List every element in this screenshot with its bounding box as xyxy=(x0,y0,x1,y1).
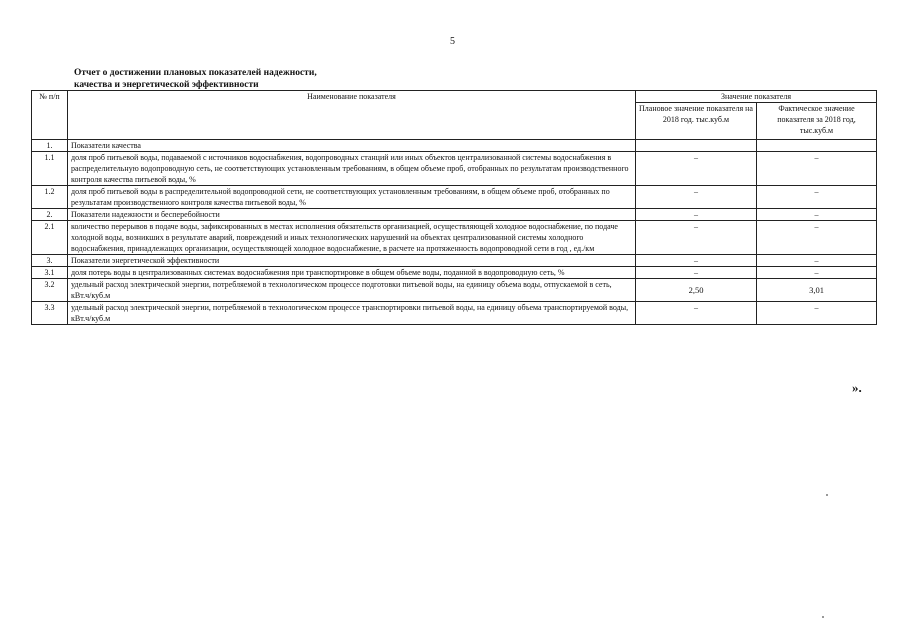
table-row xyxy=(32,186,877,209)
header-value-group: Значение показателя xyxy=(636,91,877,103)
row-num: 2. xyxy=(32,209,68,221)
row-name: доля проб питьевой воды, подаваемой с источников водоснабжения, водопроводных станций или иных объектов централизованной системы водоснабжения в распределительную водопроводную сеть, не соответствующих установленным требованиям, в общем объеме проб, отобранных по результатам производственного контроля качества питьевой воды, % xyxy=(68,152,636,186)
row-name: Показатели качества xyxy=(68,140,636,152)
row-name: количество перерывов в подаче воды, зафиксированных в местах исполнения обязательств организацией, осуществляющей холодное водоснабжение, по подаче холодной воды, возникших в результате аварий, повреждений и иных технологических нарушений на объектах централизованной системы холодного водоснабжения, принадлежащих организации, осуществляющей холодное водоснабжение, в расчете на протяженность водопроводной сети в год , ед./км xyxy=(68,221,636,255)
row-name: доля потерь воды в централизованных системах водоснабжения при транспортировке в общем объеме воды, поданной в водопроводную сеть, % xyxy=(68,267,636,279)
closing-quote-mark: ». xyxy=(852,380,862,395)
row-actual: – xyxy=(757,209,877,221)
scan-artifact-dot xyxy=(822,616,824,618)
row-num: 3. xyxy=(32,255,68,267)
row-num: 3.2 xyxy=(32,279,68,302)
header-row-1 xyxy=(32,91,877,103)
row-planned: – xyxy=(636,186,757,209)
table-row xyxy=(32,302,877,325)
scan-artifact-dot xyxy=(826,494,828,496)
row-num: 1.2 xyxy=(32,186,68,209)
header-actual: Фактическое значение показателя за 2018 год, тыс.куб.м xyxy=(757,103,877,140)
report-title-line-2: качества и энергетической эффективности xyxy=(74,80,259,90)
header-num: № п/п xyxy=(32,91,68,140)
row-name: удельный расход электрической энергии, потребляемой в технологическом процессе транспортировки питьевой воды, на единицу объема транспортируемой воды, кВт.ч/куб.м xyxy=(68,302,636,325)
header-planned: Плановое значение показателя на 2018 год. тыс.куб.м xyxy=(636,103,757,140)
row-actual: – xyxy=(757,221,877,255)
table-row xyxy=(32,279,877,302)
row-name: доля проб питьевой воды в распределительной водопроводной сети, не соответствующих установленным требованиям, в общем объеме проб, отобранных по результатам производственного контроля качества питьевой воды, % xyxy=(68,186,636,209)
row-planned: – xyxy=(636,152,757,186)
report-title-line-1: Отчет о достижении плановых показателей надежности, xyxy=(74,68,317,78)
row-actual: – xyxy=(757,302,877,325)
row-actual: – xyxy=(757,267,877,279)
table-row xyxy=(32,267,877,279)
row-num: 1. xyxy=(32,140,68,152)
row-planned: – xyxy=(636,209,757,221)
row-actual xyxy=(757,140,877,152)
table-row xyxy=(32,221,877,255)
row-planned: – xyxy=(636,302,757,325)
page-number: 5 xyxy=(450,36,455,47)
row-num: 3.1 xyxy=(32,267,68,279)
row-planned: 2,50 xyxy=(636,279,757,302)
row-num: 1.1 xyxy=(32,152,68,186)
row-name: удельный расход электрической энергии, потребляемой в технологическом процессе подготовки питьевой воды, на единицу объема воды, отпускаемой в сеть, кВт.ч/куб.м xyxy=(68,279,636,302)
table-row xyxy=(32,209,877,221)
row-planned xyxy=(636,140,757,152)
row-planned: – xyxy=(636,267,757,279)
row-num: 2.1 xyxy=(32,221,68,255)
row-num: 3.3 xyxy=(32,302,68,325)
table-row xyxy=(32,140,877,152)
row-name: Показатели энергетической эффективности xyxy=(68,255,636,267)
indicators-table xyxy=(31,90,877,325)
row-actual: – xyxy=(757,255,877,267)
table-row xyxy=(32,255,877,267)
row-name: Показатели надежности и бесперебойности xyxy=(68,209,636,221)
row-actual: – xyxy=(757,186,877,209)
row-actual: – xyxy=(757,152,877,186)
report-title xyxy=(74,67,317,91)
row-planned: – xyxy=(636,255,757,267)
header-name: Наименование показателя xyxy=(68,91,636,140)
table-row xyxy=(32,152,877,186)
row-planned: – xyxy=(636,221,757,255)
row-actual: 3,01 xyxy=(757,279,877,302)
